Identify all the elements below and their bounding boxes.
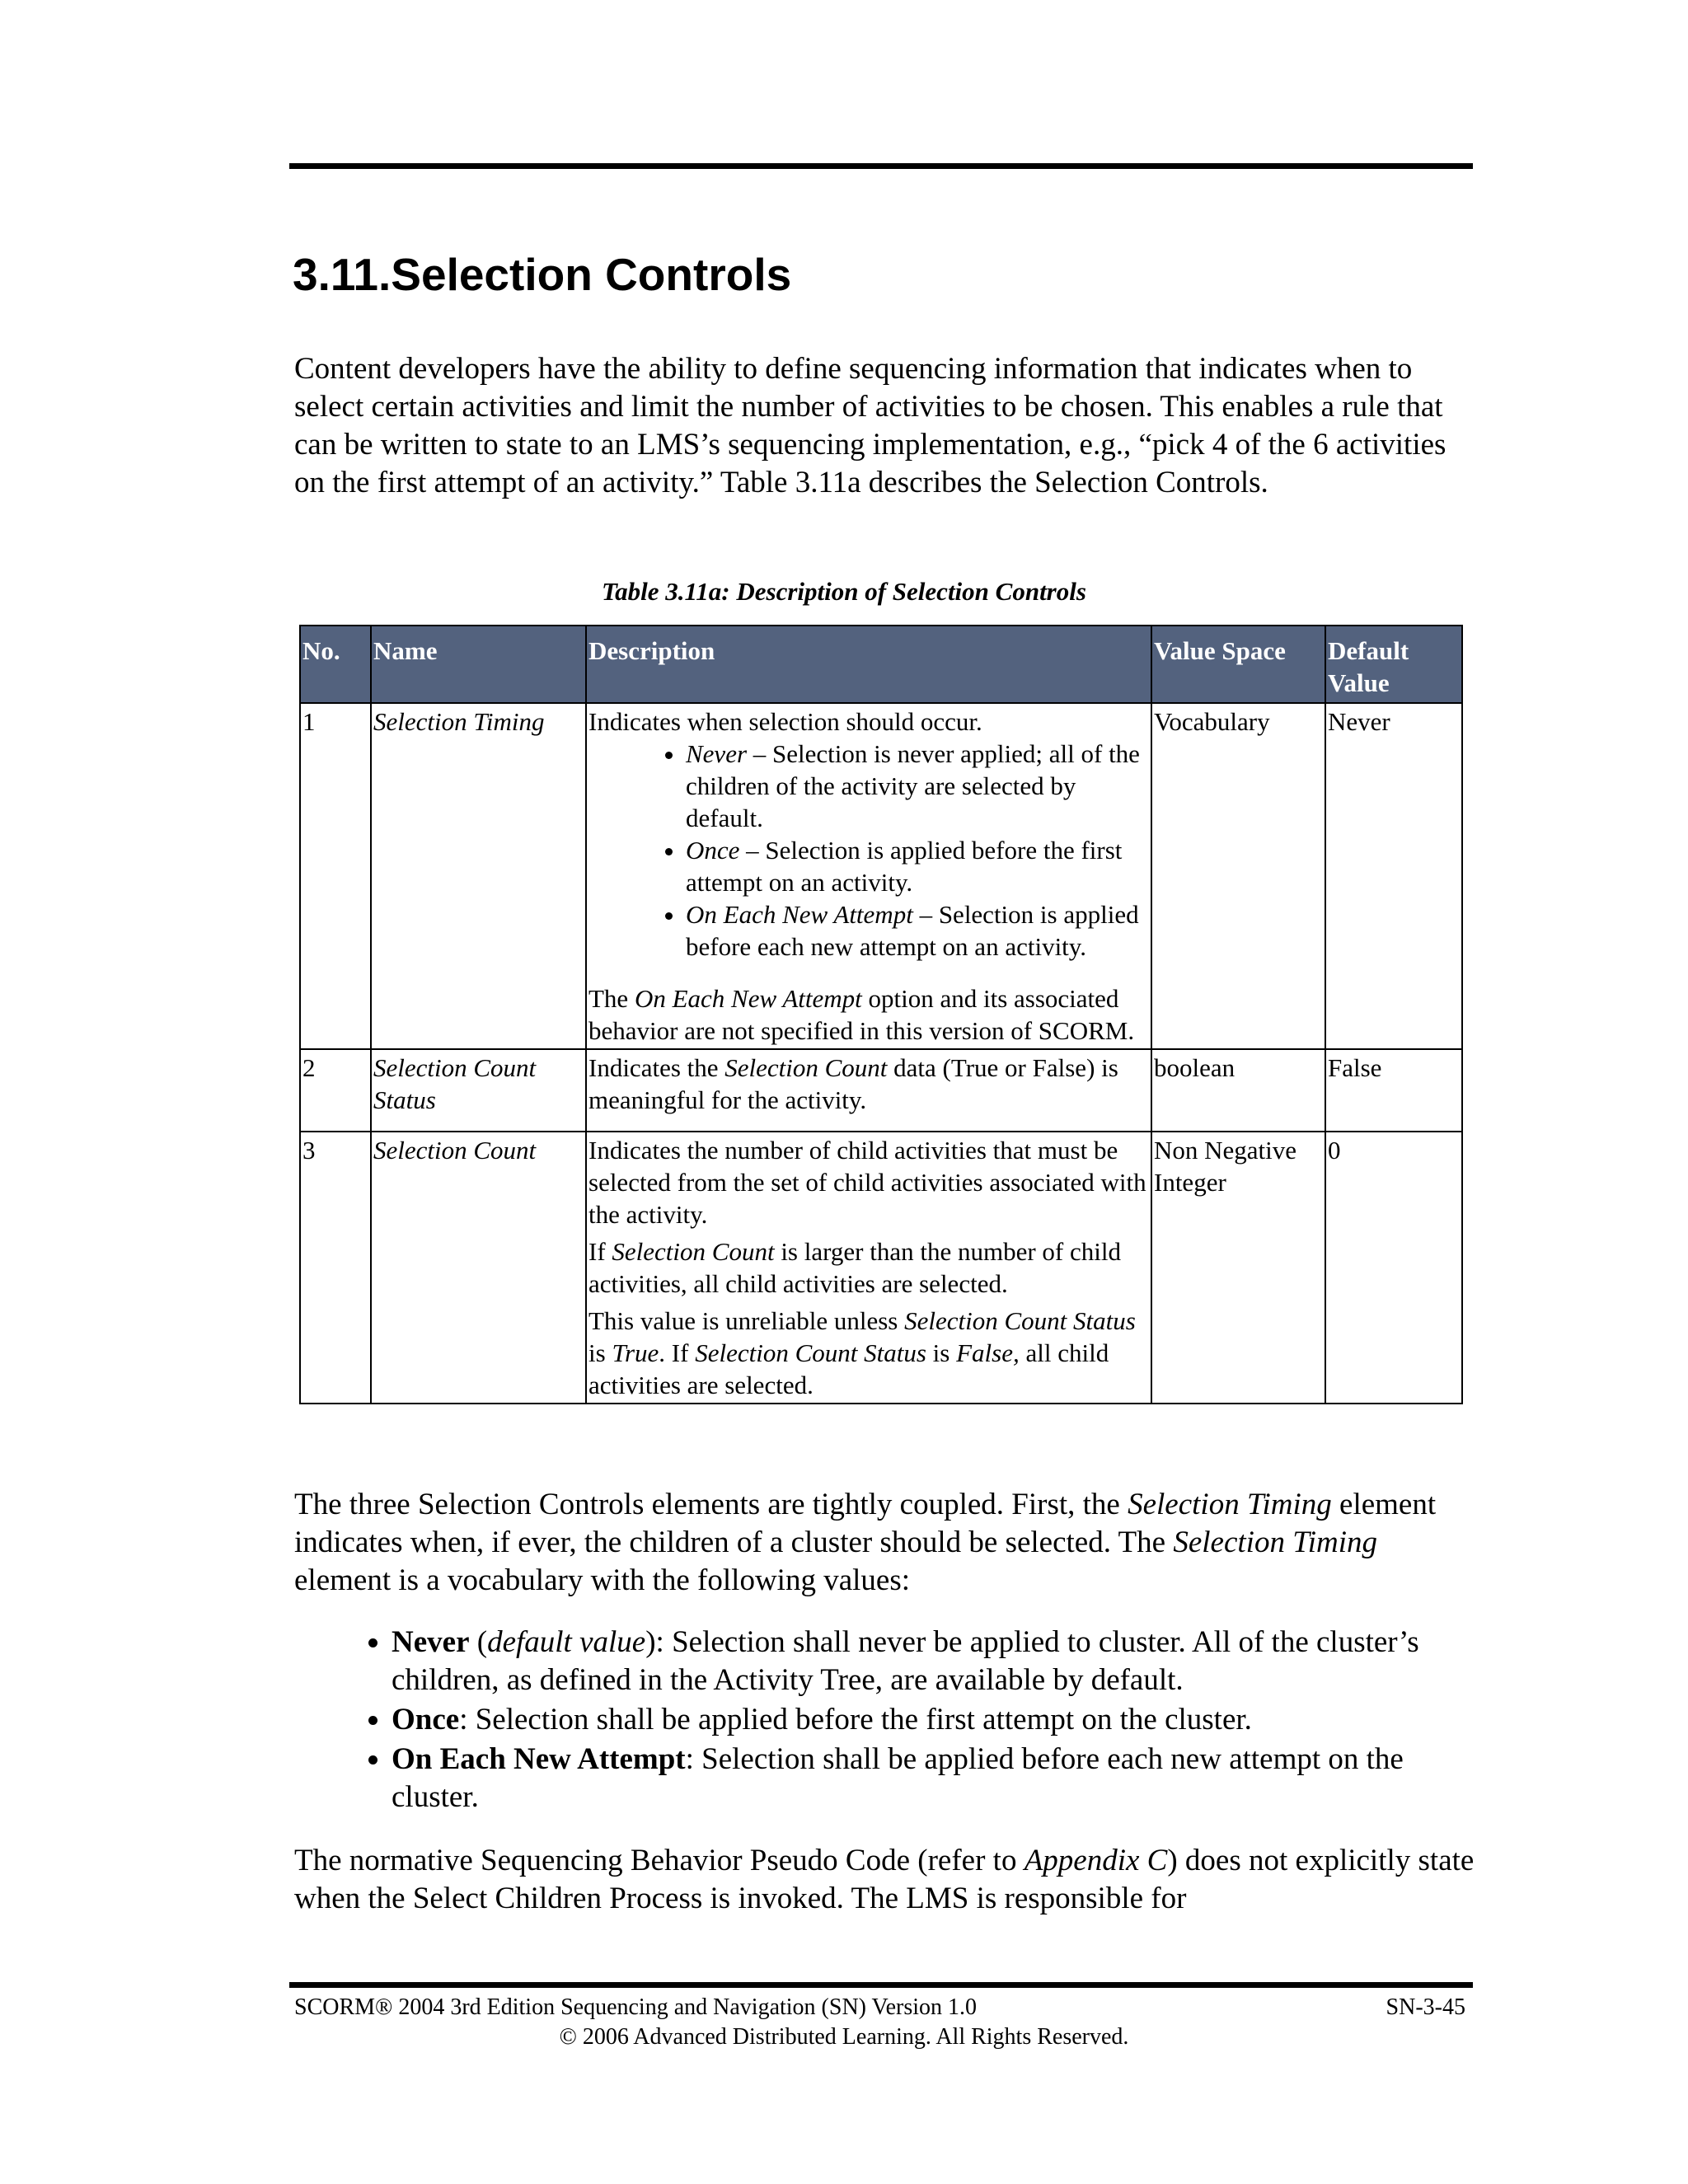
timing-options-list <box>588 738 1149 963</box>
description-note: The On Each New Attempt option and its associated behavior are not specified in this version of SCORM. <box>588 984 1135 1045</box>
cell-value-space: boolean <box>1151 1049 1325 1132</box>
table-caption: Table 3.11a: Description of Selection Controls <box>602 577 1086 606</box>
cell-name: Selection Count Status <box>371 1049 586 1132</box>
footer-title: SCORM® 2004 3rd Edition Sequencing and Navigation (SN) Version 1.0 <box>294 1994 978 2020</box>
pseudo-code-paragraph: The normative Sequencing Behavior Pseudo Code (refer to Appendix C) does not explicitly state when the Select Children Process is invoked. The LMS is responsible for <box>294 1844 1475 1915</box>
timing-values-list <box>294 1624 1481 1818</box>
table-row <box>300 1132 1462 1404</box>
list-item: • Once – Selection is applied before the first attempt on an activity. <box>686 834 1149 898</box>
cell-no: 2 <box>300 1049 371 1132</box>
table-row <box>300 703 1462 1049</box>
page-number: SN-3-45 <box>1386 1994 1465 2020</box>
header-no: No. <box>300 626 371 703</box>
coupling-paragraph: The three Selection Controls elements are tightly coupled. First, the Selection Timing element indicates when, if ever, the children of a cluster should be selected. The Selection Timing element is a vocabulary with the following values: <box>294 1488 1437 1597</box>
footer-rule <box>289 1982 1473 1988</box>
list-item: • Once: Selection shall be applied before the first attempt on the cluster. <box>392 1701 1481 1739</box>
copyright: © 2006 Advanced Distributed Learning. All Rights Reserved. <box>559 2024 1129 2050</box>
header-rule <box>289 163 1473 169</box>
cell-default-value: Never <box>1325 703 1462 1049</box>
selection-controls-table <box>299 625 1463 1404</box>
header-value-space: Value Space <box>1151 626 1325 703</box>
intro-paragraph: Content developers have the ability to define sequencing information that indicates when to select certain activities and limit the number of activities to be chosen. This enables a rule that can be written to state to an LMS’s sequencing implementation, e.g., “pick 4 of the 6 activities on the first attempt of an activity.” Table 3.11a describes the Selection Controls. <box>294 352 1447 499</box>
list-item: • On Each New Attempt – Selection is applied before each new attempt on an activity. <box>686 898 1149 963</box>
description-intro: Indicates when selection should occur. <box>588 707 982 736</box>
header-description: Description <box>586 626 1151 703</box>
cell-value-space: Vocabulary <box>1151 703 1325 1049</box>
cell-name: Selection Count <box>371 1132 586 1404</box>
list-item: • Never (default value): Selection shall never be applied to cluster. All of the cluster’s children, as defined in the Activity Tree, are available by default. <box>392 1624 1481 1699</box>
cell-no: 3 <box>300 1132 371 1404</box>
cell-default-value: False <box>1325 1049 1462 1132</box>
table-row <box>300 1049 1462 1132</box>
cell-default-value: 0 <box>1325 1132 1462 1404</box>
cell-no: 1 <box>300 703 371 1049</box>
list-item: • On Each New Attempt: Selection shall be applied before each new attempt on the cluster. <box>392 1741 1481 1816</box>
cell-description <box>586 703 1151 1049</box>
header-default-value: Default Value <box>1325 626 1462 703</box>
table-header-row <box>300 626 1462 703</box>
header-name: Name <box>371 626 586 703</box>
cell-description: Indicates the number of child activities that must be selected from the set of child activities associated with the activity. If Selection Count is larger than the number of child activities, all child activities are selected. This value is unreliable unless Selection Count Status is True. If Selection Count Status is False, all child activities are selected. <box>586 1132 1151 1404</box>
cell-description: Indicates the Selection Count data (True or False) is meaningful for the activity. <box>586 1049 1151 1132</box>
cell-name: Selection Timing <box>371 703 586 1049</box>
cell-value-space: Non Negative Integer <box>1151 1132 1325 1404</box>
section-heading: 3.11.Selection Controls <box>293 249 792 300</box>
list-item: • Never – Selection is never applied; all of the children of the activity are selected by default. <box>686 738 1149 834</box>
